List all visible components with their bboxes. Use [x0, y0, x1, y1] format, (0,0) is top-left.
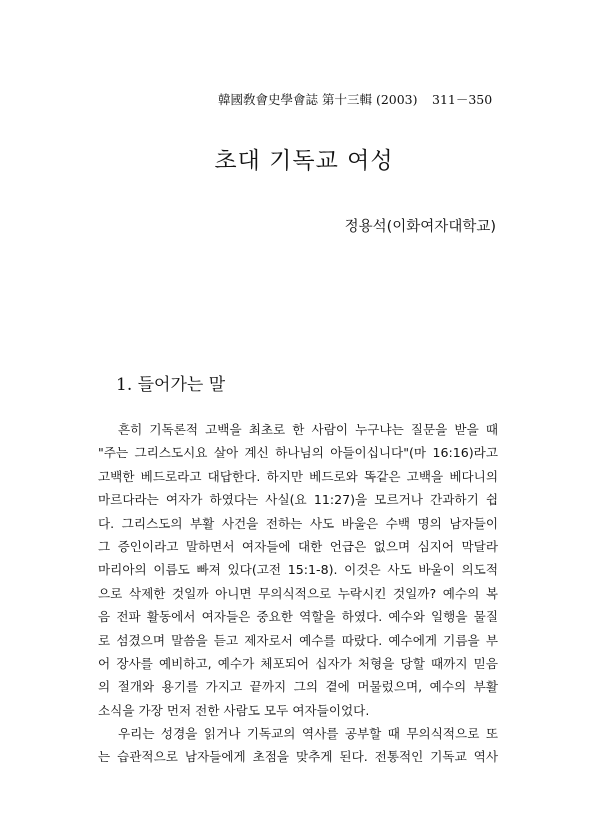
body-line: 다. 그리스도의 부활 사건을 전하는 사도 바울은 수백 명의 남자들이	[98, 515, 498, 531]
body-line: 어 장사를 예비하고, 예수가 체포되어 십자가 처형을 당할 때까지 믿음	[98, 655, 498, 671]
page-range: 311－350	[432, 92, 493, 107]
journal-citation: 韓國敎會史學會誌 第十三輯 (2003)	[218, 92, 418, 107]
body-line: "주는 그리스도시요 살아 계신 하나님의 아들이십니다"(마 16:16)라고	[98, 445, 498, 461]
body-line: 는 습관적으로 남자들에게 초점을 맞추게 된다. 전통적인 기독교 역사	[98, 749, 498, 765]
author-affiliation: 정용석(이화여자대학교)	[344, 219, 496, 235]
body-line: 으로 삭제한 것일까 아니면 무의식적으로 누락시킨 것일까? 예수의 복	[98, 585, 498, 601]
body-line: 마르다라는 여자가 하였다는 사실(요 11:27)을 모르거나 간과하기 쉽	[98, 492, 498, 508]
body-paragraphs	[98, 418, 498, 769]
body-line: 음 전파 활동에서 여자들은 중요한 역할을 하였다. 예수와 일행을 물질	[98, 609, 498, 625]
body-line: 소식을 가장 먼저 전한 사람도 모두 여자들이었다.	[98, 702, 370, 718]
running-header	[0, 90, 600, 108]
article-title: 초대 기독교 여성	[214, 148, 394, 174]
body-line: 그 증인이라고 말하면서 여자들에 대한 언급은 없으며 심지어 막달라	[98, 538, 498, 554]
body-line: 고백한 베드로라고 대답한다. 하지만 베드로와 똑같은 고백을 베다니의	[98, 468, 498, 484]
body-line: 흔히 기독론적 고백을 최초로 한 사람이 누구냐는 질문을 받을 때	[118, 422, 498, 437]
section-heading: 1. 들어가는 말	[116, 375, 226, 395]
body-line: 마리아의 이름도 빠져 있다(고전 15:1-8). 이것은 사도 바울이 의도적	[98, 562, 498, 578]
body-line: 우리는 성경을 읽거나 기독교의 역사를 공부할 때 무의식적으로 또	[118, 726, 498, 742]
body-line: 로 섬겼으며 말씀을 듣고 제자로서 예수를 따랐다. 예수에게 기름을 부	[98, 632, 498, 648]
body-line: 의 절개와 용기를 가지고 끝까지 그의 곁에 머물렀으며, 예수의 부활	[98, 679, 498, 695]
